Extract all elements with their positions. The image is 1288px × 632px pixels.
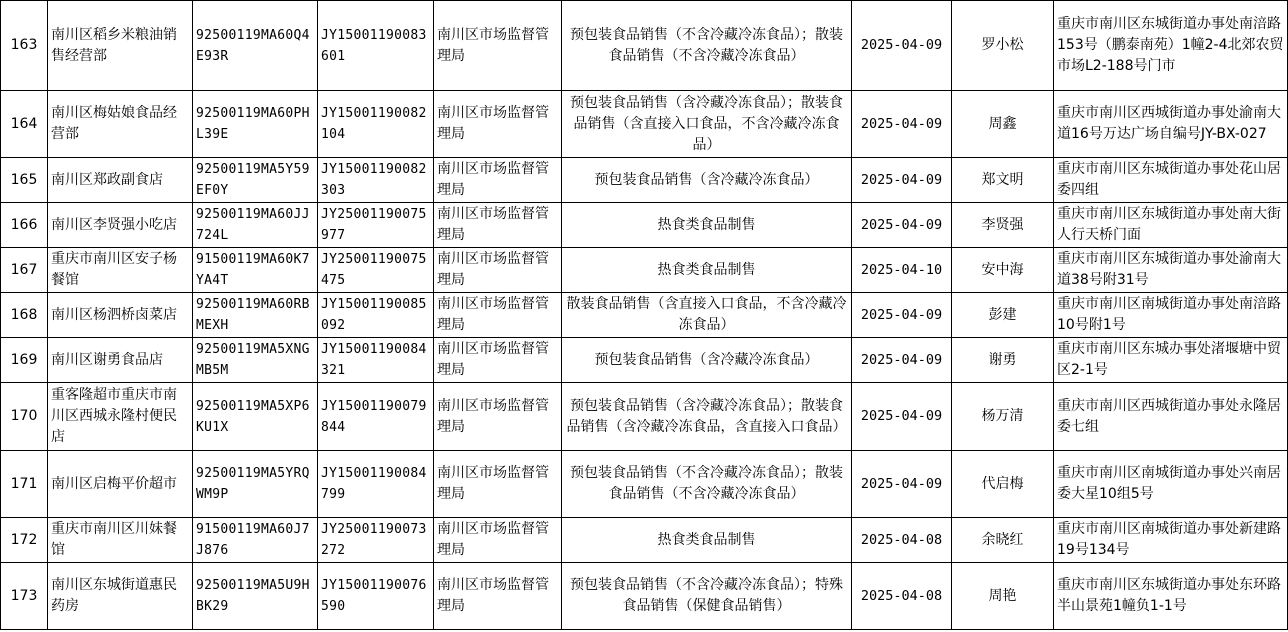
legal-person-cell: 杨万清 xyxy=(952,383,1054,451)
business-scope-cell: 散装食品销售（含直接入口食品，不含冷藏冷冻食品） xyxy=(562,293,852,338)
address-cell: 重庆市南川区东城街道办事处南涪路153号（鹏泰南苑）1幢2-4北郊农贸市场L2-188号门市 xyxy=(1054,1,1288,91)
row-number-cell: 166 xyxy=(1,203,48,248)
table-row xyxy=(1,158,1288,203)
license-number-cell: JY15001190085092 xyxy=(318,293,434,338)
address-cell: 重庆市南川区东城街道办事处东环路半山景苑1幢负1-1号 xyxy=(1054,563,1288,630)
table-row xyxy=(1,518,1288,563)
row-number-cell: 167 xyxy=(1,248,48,293)
table-row xyxy=(1,1,1288,91)
license-number-cell: JY15001190076590 xyxy=(318,563,434,630)
license-number-cell: JY15001190083601 xyxy=(318,1,434,91)
issuing-authority-cell: 南川区市场监督管理局 xyxy=(434,248,562,293)
issue-date-cell: 2025-04-10 xyxy=(852,248,952,293)
business-name-cell: 南川区东城街道惠民药房 xyxy=(48,563,193,630)
issuing-authority-cell: 南川区市场监督管理局 xyxy=(434,203,562,248)
row-number-cell: 170 xyxy=(1,383,48,451)
business-scope-cell: 预包装食品销售（不含冷藏冷冻食品）；特殊食品销售（保健食品销售） xyxy=(562,563,852,630)
issue-date-cell: 2025-04-09 xyxy=(852,203,952,248)
issuing-authority-cell: 南川区市场监督管理局 xyxy=(434,451,562,518)
credit-code-cell: 91500119MA60J7J876 xyxy=(193,518,318,563)
issue-date-cell: 2025-04-09 xyxy=(852,451,952,518)
issue-date-cell: 2025-04-09 xyxy=(852,158,952,203)
credit-code-cell: 92500119MA60JJ724L xyxy=(193,203,318,248)
legal-person-cell: 罗小松 xyxy=(952,1,1054,91)
business-name-cell: 南川区杨泗桥卤菜店 xyxy=(48,293,193,338)
credit-code-cell: 92500119MA5Y59EF0Y xyxy=(193,158,318,203)
table-body xyxy=(1,1,1288,630)
business-name-cell: 重庆市南川区安子杨餐馆 xyxy=(48,248,193,293)
credit-code-cell: 92500119MA60Q4E93R xyxy=(193,1,318,91)
business-scope-cell: 预包装食品销售（含冷藏冷冻食品） xyxy=(562,158,852,203)
table-row xyxy=(1,203,1288,248)
business-scope-cell: 热食类食品制售 xyxy=(562,203,852,248)
license-number-cell: JY15001190082303 xyxy=(318,158,434,203)
license-number-cell: JY15001190082104 xyxy=(318,91,434,158)
license-number-cell: JY15001190079844 xyxy=(318,383,434,451)
table-row xyxy=(1,563,1288,630)
address-cell: 重庆市南川区南城街道办事处新建路19号134号 xyxy=(1054,518,1288,563)
credit-code-cell: 92500119MA5XNGMB5M xyxy=(193,338,318,383)
issuing-authority-cell: 南川区市场监督管理局 xyxy=(434,563,562,630)
row-number-cell: 164 xyxy=(1,91,48,158)
row-number-cell: 173 xyxy=(1,563,48,630)
address-cell: 重庆市南川区南城街道办事处南涪路10号附1号 xyxy=(1054,293,1288,338)
business-scope-cell: 预包装食品销售（含冷藏冷冻食品）；散装食品销售（含直接入口食品，不含冷藏冷冻食品） xyxy=(562,91,852,158)
address-cell: 重庆市南川区东城街道办事处花山居委四组 xyxy=(1054,158,1288,203)
issue-date-cell: 2025-04-09 xyxy=(852,293,952,338)
issuing-authority-cell: 南川区市场监督管理局 xyxy=(434,1,562,91)
issuing-authority-cell: 南川区市场监督管理局 xyxy=(434,293,562,338)
license-number-cell: JY25001190075475 xyxy=(318,248,434,293)
table-row xyxy=(1,451,1288,518)
legal-person-cell: 李贤强 xyxy=(952,203,1054,248)
legal-person-cell: 谢勇 xyxy=(952,338,1054,383)
business-scope-cell: 热食类食品制售 xyxy=(562,518,852,563)
issue-date-cell: 2025-04-08 xyxy=(852,518,952,563)
legal-person-cell: 彭建 xyxy=(952,293,1054,338)
issue-date-cell: 2025-04-09 xyxy=(852,91,952,158)
business-name-cell: 南川区谢勇食品店 xyxy=(48,338,193,383)
business-name-cell: 南川区稻乡米粮油销售经营部 xyxy=(48,1,193,91)
business-scope-cell: 预包装食品销售（不含冷藏冷冻食品）；散装食品销售（不含冷藏冷冻食品） xyxy=(562,1,852,91)
table-row xyxy=(1,293,1288,338)
business-name-cell: 南川区启梅平价超市 xyxy=(48,451,193,518)
row-number-cell: 172 xyxy=(1,518,48,563)
issuing-authority-cell: 南川区市场监督管理局 xyxy=(434,518,562,563)
business-name-cell: 南川区梅姑娘食品经营部 xyxy=(48,91,193,158)
address-cell: 重庆市南川区西城街道办事处永隆居委七组 xyxy=(1054,383,1288,451)
table-row xyxy=(1,91,1288,158)
business-name-cell: 南川区李贤强小吃店 xyxy=(48,203,193,248)
row-number-cell: 163 xyxy=(1,1,48,91)
business-name-cell: 南川区郑政副食店 xyxy=(48,158,193,203)
business-name-cell: 重庆市南川区川妹餐馆 xyxy=(48,518,193,563)
business-scope-cell: 预包装食品销售（不含冷藏冷冻食品）；散装食品销售（不含冷藏冷冻食品） xyxy=(562,451,852,518)
address-cell: 重庆市南川区东城街道办事处渝南大道38号附31号 xyxy=(1054,248,1288,293)
credit-code-cell: 92500119MA5XP6KU1X xyxy=(193,383,318,451)
table-row xyxy=(1,338,1288,383)
legal-person-cell: 周艳 xyxy=(952,563,1054,630)
issuing-authority-cell: 南川区市场监督管理局 xyxy=(434,383,562,451)
issue-date-cell: 2025-04-08 xyxy=(852,563,952,630)
credit-code-cell: 91500119MA60K7YA4T xyxy=(193,248,318,293)
credit-code-cell: 92500119MA5U9HBK29 xyxy=(193,563,318,630)
credit-code-cell: 92500119MA60RBMEXH xyxy=(193,293,318,338)
issue-date-cell: 2025-04-09 xyxy=(852,383,952,451)
row-number-cell: 171 xyxy=(1,451,48,518)
license-number-cell: JY15001190084799 xyxy=(318,451,434,518)
issue-date-cell: 2025-04-09 xyxy=(852,1,952,91)
table-row xyxy=(1,248,1288,293)
business-scope-cell: 热食类食品制售 xyxy=(562,248,852,293)
legal-person-cell: 代启梅 xyxy=(952,451,1054,518)
business-scope-cell: 预包装食品销售（含冷藏冷冻食品）；散装食品销售（含冷藏冷冻食品，含直接入口食品） xyxy=(562,383,852,451)
issuing-authority-cell: 南川区市场监督管理局 xyxy=(434,91,562,158)
license-number-cell: JY25001190073272 xyxy=(318,518,434,563)
legal-person-cell: 周鑫 xyxy=(952,91,1054,158)
address-cell: 重庆市南川区东城街道办事处南大街人行天桥门面 xyxy=(1054,203,1288,248)
legal-person-cell: 安中海 xyxy=(952,248,1054,293)
issue-date-cell: 2025-04-09 xyxy=(852,338,952,383)
credit-code-cell: 92500119MA5YRQWM9P xyxy=(193,451,318,518)
credit-code-cell: 92500119MA60PHL39E xyxy=(193,91,318,158)
row-number-cell: 165 xyxy=(1,158,48,203)
table-row xyxy=(1,383,1288,451)
issuing-authority-cell: 南川区市场监督管理局 xyxy=(434,338,562,383)
issuing-authority-cell: 南川区市场监督管理局 xyxy=(434,158,562,203)
license-number-cell: JY25001190075977 xyxy=(318,203,434,248)
legal-person-cell: 余晓红 xyxy=(952,518,1054,563)
row-number-cell: 168 xyxy=(1,293,48,338)
business-scope-cell: 预包装食品销售（含冷藏冷冻食品） xyxy=(562,338,852,383)
address-cell: 重庆市南川区西城街道办事处渝南大道16号万达广场自编号JY-BX-027 xyxy=(1054,91,1288,158)
legal-person-cell: 郑文明 xyxy=(952,158,1054,203)
address-cell: 重庆市南川区东城办事处渚堰塘中贸区2-1号 xyxy=(1054,338,1288,383)
business-name-cell: 重客隆超市重庆市南川区西城永隆村便民店 xyxy=(48,383,193,451)
row-number-cell: 169 xyxy=(1,338,48,383)
license-number-cell: JY15001190084321 xyxy=(318,338,434,383)
address-cell: 重庆市南川区南城街道办事处兴南居委大星10组5号 xyxy=(1054,451,1288,518)
